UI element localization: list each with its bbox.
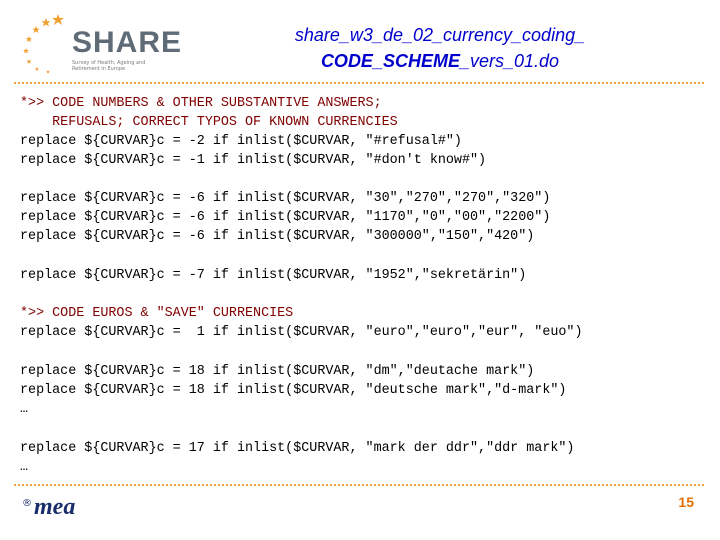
page-number: 15 (678, 494, 694, 510)
title-rest-part: _vers_01.do (459, 51, 560, 71)
code-block (20, 304, 583, 342)
mea-logo-text: mea (34, 494, 76, 520)
code-block (20, 266, 526, 285)
code-line: *>> CODE NUMBERS & OTHER SUBSTANTIVE ANSWERS; (20, 96, 382, 111)
registered-mark: ® (22, 498, 32, 509)
code-line: replace ${CURVAR}c = -7 if inlist($CURVAR, "1952","sekretärin") (20, 268, 527, 283)
code-line: replace ${CURVAR}c = -6 if inlist($CURVAR, "30","270","270","320") (20, 191, 551, 206)
code-line: replace ${CURVAR}c = 18 if inlist($CURVAR, "deutsche mark","d-mark") (20, 383, 567, 398)
code-line: … (20, 402, 29, 417)
code-line: … (20, 460, 29, 475)
top-divider (14, 82, 704, 84)
code-line: replace ${CURVAR}c = -1 if inlist($CURVAR, "#don't know#") (20, 153, 487, 168)
bottom-divider (14, 484, 704, 486)
share-logo (14, 8, 183, 76)
code-line: REFUSALS; CORRECT TYPOS OF KNOWN CURRENCIES (20, 115, 398, 130)
logo-text: SHARE (72, 26, 183, 59)
code-line: replace ${CURVAR}c = -6 if inlist($CURVAR, "300000","150","420") (20, 229, 535, 244)
title-bold-part: CODE_SCHEME (320, 51, 460, 71)
code-line: replace ${CURVAR}c = 18 if inlist($CURVAR, "dm","deutache mark") (20, 364, 535, 379)
code-line: replace ${CURVAR}c = -6 if inlist($CURVAR, "1170","0","00","2200") (20, 210, 551, 225)
code-line: replace ${CURVAR}c = -2 if inlist($CURVAR, "#refusal#") (20, 134, 462, 149)
title-line-2 (230, 48, 650, 74)
code-line: *>> CODE EUROS & "SAVE" CURRENCIES (20, 306, 294, 321)
code-line: replace ${CURVAR}c = 1 if inlist($CURVAR, "euro","euro","eur", "euo") (20, 325, 583, 340)
code-block (20, 439, 574, 477)
code-line: replace ${CURVAR}c = 17 if inlist($CURVAR, "mark der ddr","ddr mark") (20, 441, 575, 456)
code-block (20, 94, 486, 170)
logo-subtitle: Survey of Health, Ageing and Retirement in Europe (72, 60, 146, 72)
title-line-1: share_w3_de_02_currency_coding_ (294, 25, 586, 45)
code-block (20, 362, 566, 419)
code-block (20, 189, 550, 246)
slide-title (230, 22, 650, 74)
share-stars-icon (14, 8, 74, 76)
